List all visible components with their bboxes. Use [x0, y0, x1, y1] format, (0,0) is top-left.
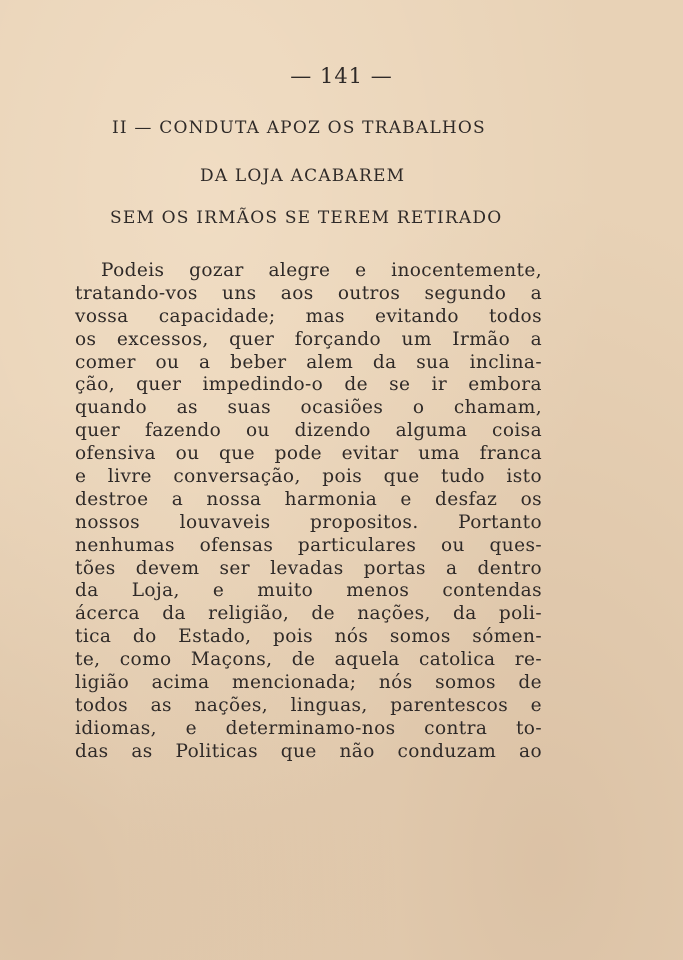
text-line: tões devem ser levadas portas a dentro: [75, 557, 542, 579]
text-line: quer fazendo ou dizendo alguma coisa: [75, 420, 542, 442]
text-line: ácerca da religião, de nações, da poli-: [75, 603, 542, 625]
text-line: ligião acima mencionada; nós somos de: [75, 672, 542, 694]
text-line: tica do Estado, pois nós somos sómen-: [75, 626, 542, 648]
heading-line-2: DA LOJA ACABAREM: [200, 166, 406, 186]
text-line: e livre conversação, pois que tudo isto: [75, 466, 542, 488]
text-line: ofensiva ou que pode evitar uma franca: [75, 443, 542, 465]
text-line: idiomas, e determinamo-nos contra to-: [75, 717, 542, 739]
text-line: comer ou a beber alem da sua inclina-: [75, 351, 542, 373]
text-line: vossa capacidade; mas evitando todos: [75, 305, 542, 327]
text-line: te, como Maçons, de aquela catolica re-: [75, 649, 542, 671]
text-line: das as Politicas que não conduzam ao: [75, 740, 542, 762]
text-line: os excessos, quer forçando um Irmão a: [75, 328, 542, 350]
text-line: ção, quer impedindo-o de se ir embora: [75, 374, 542, 396]
text-line: Podeis gozar alegre e inocentemente,: [101, 260, 542, 281]
heading-line-3: SEM OS IRMÃOS SE TEREM RETIRADO: [110, 208, 503, 228]
text-line: tratando-vos uns aos outros segundo a: [75, 282, 542, 304]
text-line: nenhumas ofensas particulares ou ques-: [75, 534, 542, 556]
text-line: quando as suas ocasiões o chamam,: [75, 397, 542, 419]
page-number: — 141 —: [290, 64, 393, 88]
body-paragraph: [75, 260, 542, 764]
text-line: da Loja, e muito menos contendas: [75, 580, 542, 602]
text-line: destroe a nossa harmonia e desfaz os: [75, 488, 542, 510]
text-line: nossos louvaveis propositos. Portanto: [75, 511, 542, 533]
heading-line-1: II — CONDUTA APOZ OS TRABALHOS: [112, 118, 486, 138]
text-line: todos as nações, linguas, parentescos e: [75, 694, 542, 716]
